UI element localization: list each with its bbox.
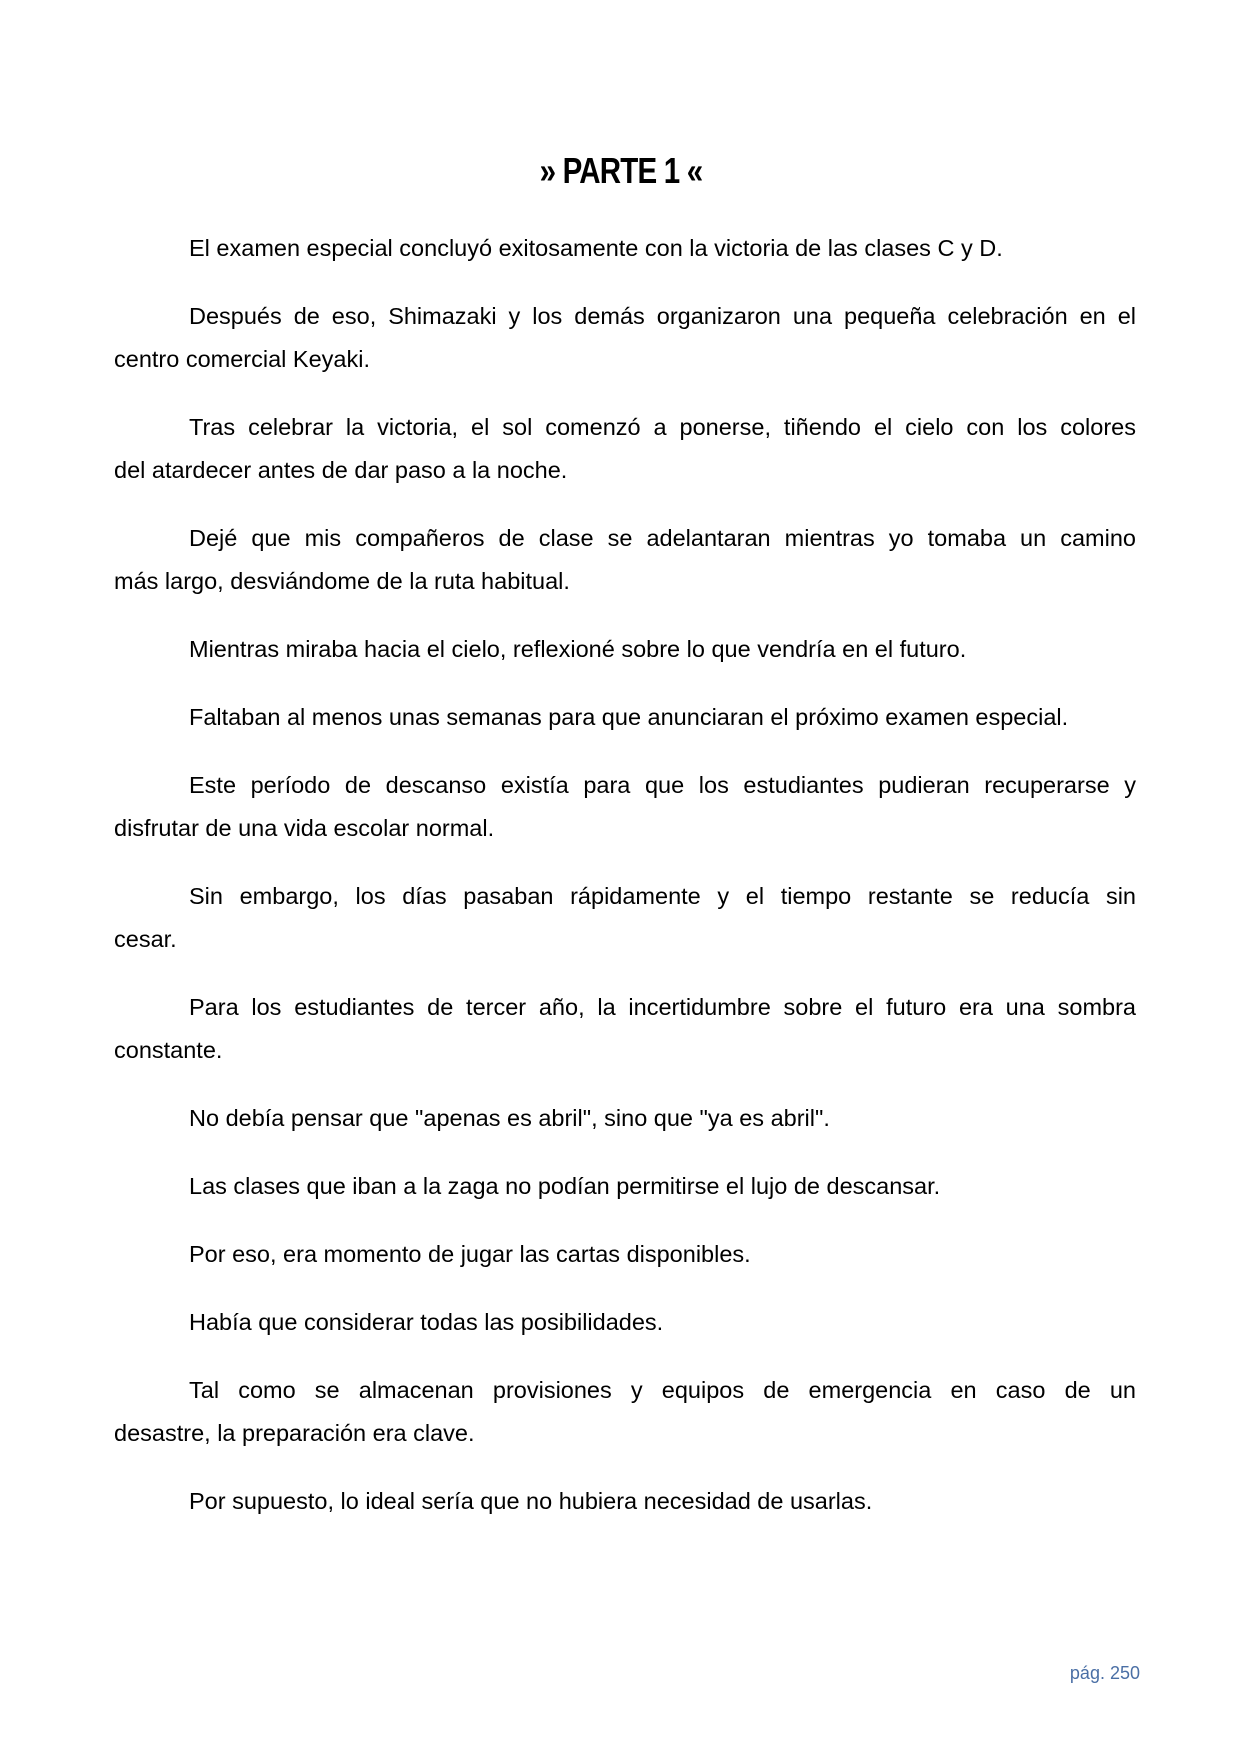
paragraph-line: desastre, la preparación era clave. (114, 1420, 475, 1446)
paragraph-line: Sin embargo, los días pasaban rápidamente y el tiempo restante se reducía sin (189, 883, 1136, 909)
paragraph-line: centro comercial Keyaki. (114, 346, 370, 372)
page-number: pág. 250 (1069, 1663, 1140, 1683)
paragraph-line: Por supuesto, lo ideal sería que no hubiera necesidad de usarlas. (189, 1488, 873, 1514)
paragraph (114, 986, 1136, 1072)
paragraph-line: Después de eso, Shimazaki y los demás organizaron una pequeña celebración en el (189, 303, 1136, 329)
paragraph-line: Había que considerar todas las posibilidades. (189, 1309, 664, 1335)
paragraph-line: Mientras miraba hacia el cielo, reflexioné sobre lo que vendría en el futuro. (189, 636, 967, 662)
paragraph (114, 764, 1136, 850)
paragraph-line: Por eso, era momento de jugar las cartas disponibles. (189, 1241, 751, 1267)
paragraph-line: más largo, desviándome de la ruta habitual. (114, 568, 570, 594)
paragraph (114, 406, 1136, 492)
paragraph-line: Para los estudiantes de tercer año, la incertidumbre sobre el futuro era una sombra (189, 994, 1136, 1020)
paragraph (114, 1480, 1136, 1523)
paragraph-line: del atardecer antes de dar paso a la noche. (114, 457, 568, 483)
paragraph (114, 517, 1136, 603)
chapter-heading: » PARTE 1 « (539, 150, 703, 191)
paragraph-line: Faltaban al menos unas semanas para que anunciaran el próximo examen especial. (189, 704, 1069, 730)
paragraph (114, 1097, 1136, 1140)
paragraph (114, 1165, 1136, 1208)
paragraph-line: constante. (114, 1037, 223, 1063)
paragraph (114, 295, 1136, 381)
paragraph-line: No debía pensar que "apenas es abril", sino que "ya es abril". (189, 1105, 830, 1131)
paragraph-line: El examen especial concluyó exitosamente con la victoria de las clases C y D. (189, 235, 1003, 261)
body-text (114, 227, 1136, 1548)
paragraph (114, 227, 1136, 270)
paragraph-line: Las clases que iban a la zaga no podían permitirse el lujo de descansar. (189, 1173, 941, 1199)
paragraph (114, 1301, 1136, 1344)
paragraph (114, 696, 1136, 739)
paragraph-line: Este período de descanso existía para que los estudiantes pudieran recuperarse y (189, 772, 1136, 798)
paragraph (114, 1369, 1136, 1455)
paragraph-line: Dejé que mis compañeros de clase se adelantaran mientras yo tomaba un camino (189, 525, 1136, 551)
paragraph (114, 1233, 1136, 1276)
paragraph (114, 875, 1136, 961)
paragraph-line: Tal como se almacenan provisiones y equipos de emergencia en caso de un (189, 1377, 1136, 1403)
paragraph (114, 628, 1136, 671)
paragraph-line: disfrutar de una vida escolar normal. (114, 815, 495, 841)
paragraph-line: cesar. (114, 926, 177, 952)
paragraph-line: Tras celebrar la victoria, el sol comenzó a ponerse, tiñendo el cielo con los colores (189, 414, 1136, 440)
